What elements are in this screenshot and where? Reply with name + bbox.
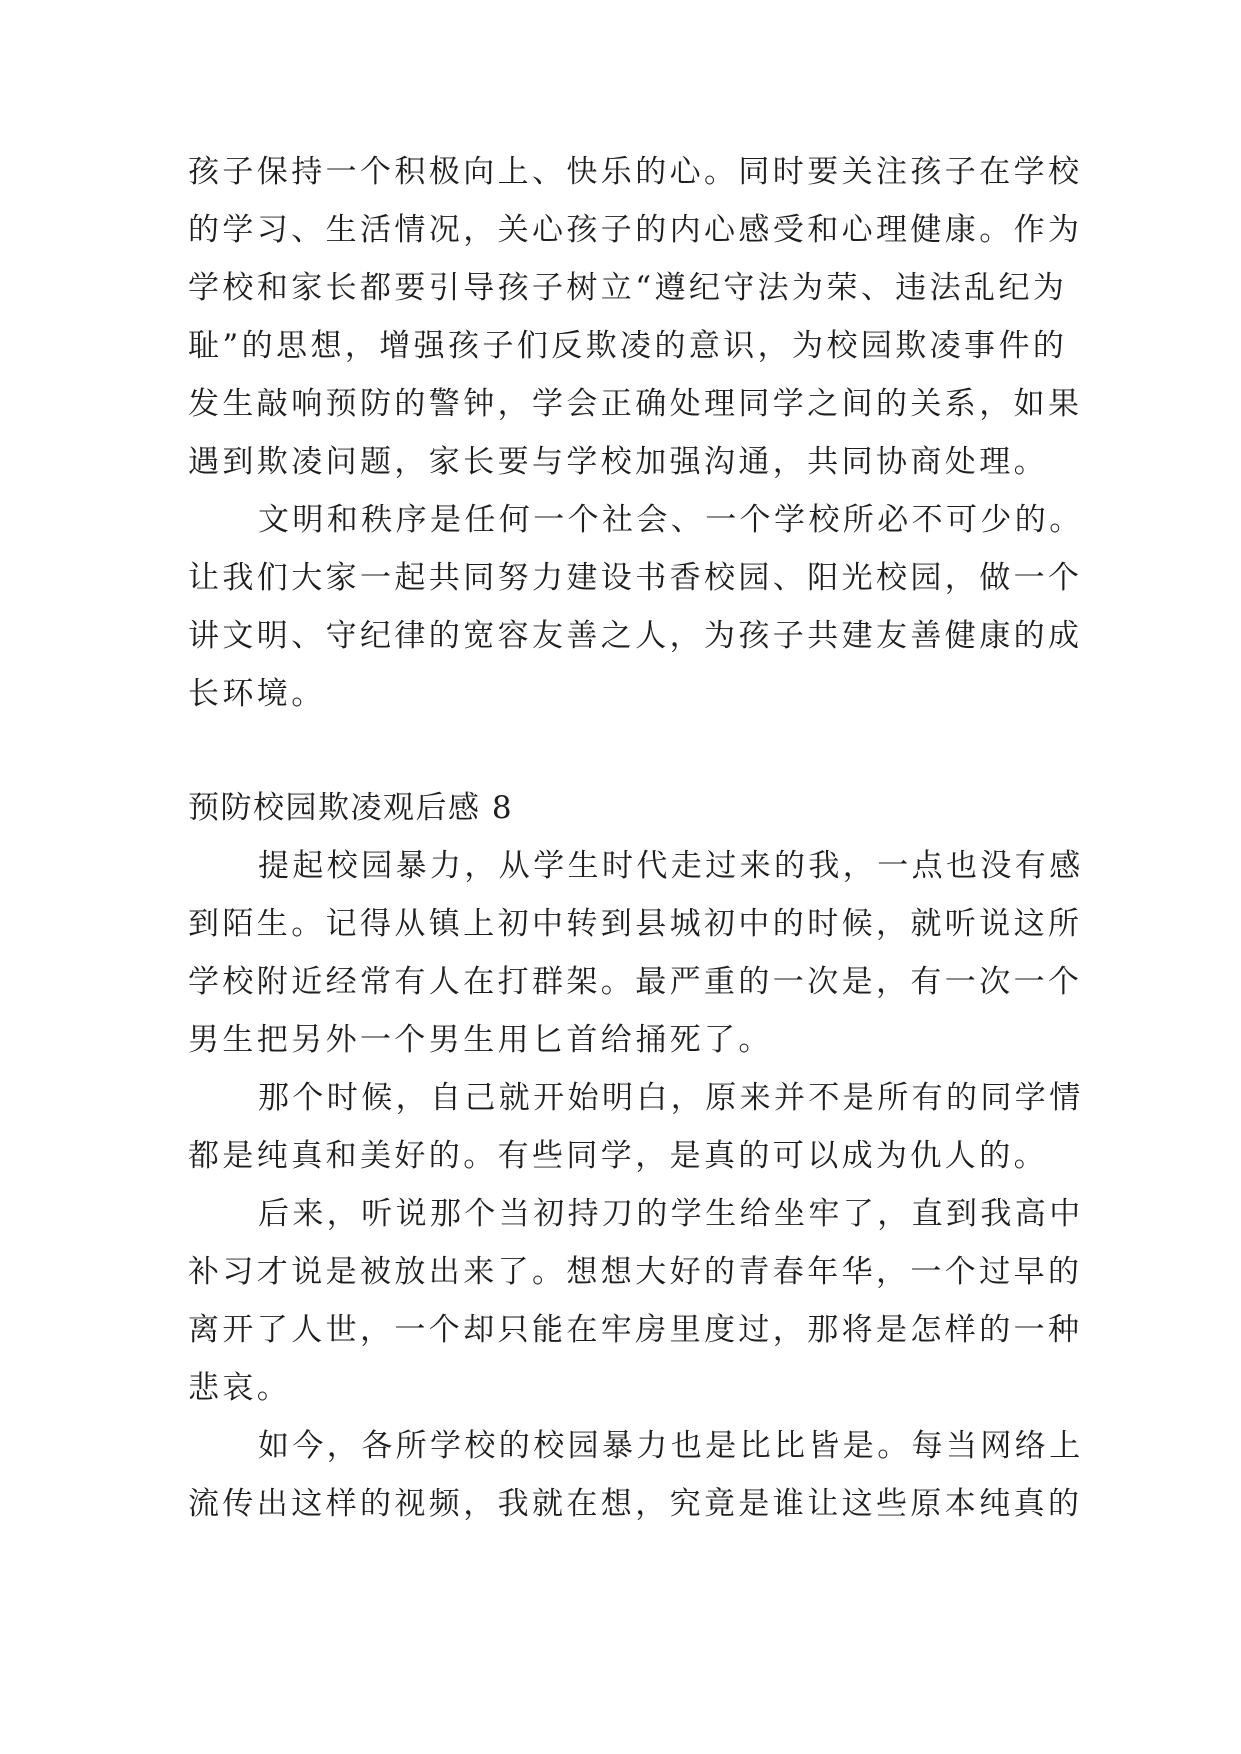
body-text-line: 流传出这样的视频，我就在想，究竟是谁让这些原本纯真的 <box>188 1486 1083 1522</box>
body-text-line: 让我们大家一起共同努力建设书香校园、阳光校园，做一个 <box>188 560 1083 596</box>
body-text-line: 都是纯真和美好的。有些同学，是真的可以成为仇人的。 <box>188 1138 1048 1174</box>
body-text-line: 的学习、生活情况，关心孩子的内心感受和心理健康。作为 <box>188 212 1083 248</box>
paragraph-first-line: 后来，听说那个当初持刀的学生给坐牢了，直到我高中 <box>258 1196 1084 1232</box>
body-text-line: 到陌生。记得从镇上初中转到县城初中的时候，就听说这所 <box>188 906 1083 942</box>
body-text-line: 悲哀。 <box>188 1370 292 1406</box>
section-title: 预防校园欺凌观后感 8 <box>188 790 514 826</box>
body-text-line: 学校附近经常有人在打群架。最严重的一次是，有一次一个 <box>188 964 1083 1000</box>
body-text-line: 发生敲响预防的警钟，学会正确处理同学之间的关系，如果 <box>188 386 1083 422</box>
paragraph-first-line: 那个时候，自己就开始明白，原来并不是所有的同学情 <box>258 1080 1084 1116</box>
body-text-line: 讲文明、守纪律的宽容友善之人，为孩子共建友善健康的成 <box>188 618 1083 654</box>
body-text-line: 长环境。 <box>188 676 326 712</box>
body-text-line: 耻”的思想，增强孩子们反欺凌的意识，为校园欺凌事件的 <box>188 328 1068 364</box>
paragraph-first-line: 如今，各所学校的校园暴力也是比比皆是。每当网络上 <box>258 1428 1084 1464</box>
body-text-line: 补习才说是被放出来了。想想大好的青春年华，一个过早的 <box>188 1254 1083 1290</box>
body-text-line: 男生把另外一个男生用匕首给捅死了。 <box>188 1022 773 1058</box>
body-text-line: 学校和家长都要引导孩子树立“遵纪守法为荣、违法乱纪为 <box>188 270 1068 306</box>
body-text-line: 离开了人世，一个却只能在牢房里度过，那将是怎样的一种 <box>188 1312 1083 1348</box>
body-text-line: 孩子保持一个积极向上、快乐的心。同时要关注孩子在学校 <box>188 154 1083 190</box>
body-text-line: 遇到欺凌问题，家长要与学校加强沟通，共同协商处理。 <box>188 444 1048 480</box>
paragraph-first-line: 提起校园暴力，从学生时代走过来的我，一点也没有感 <box>258 848 1084 884</box>
paragraph-first-line: 文明和秩序是任何一个社会、一个学校所必不可少的。 <box>258 502 1084 538</box>
